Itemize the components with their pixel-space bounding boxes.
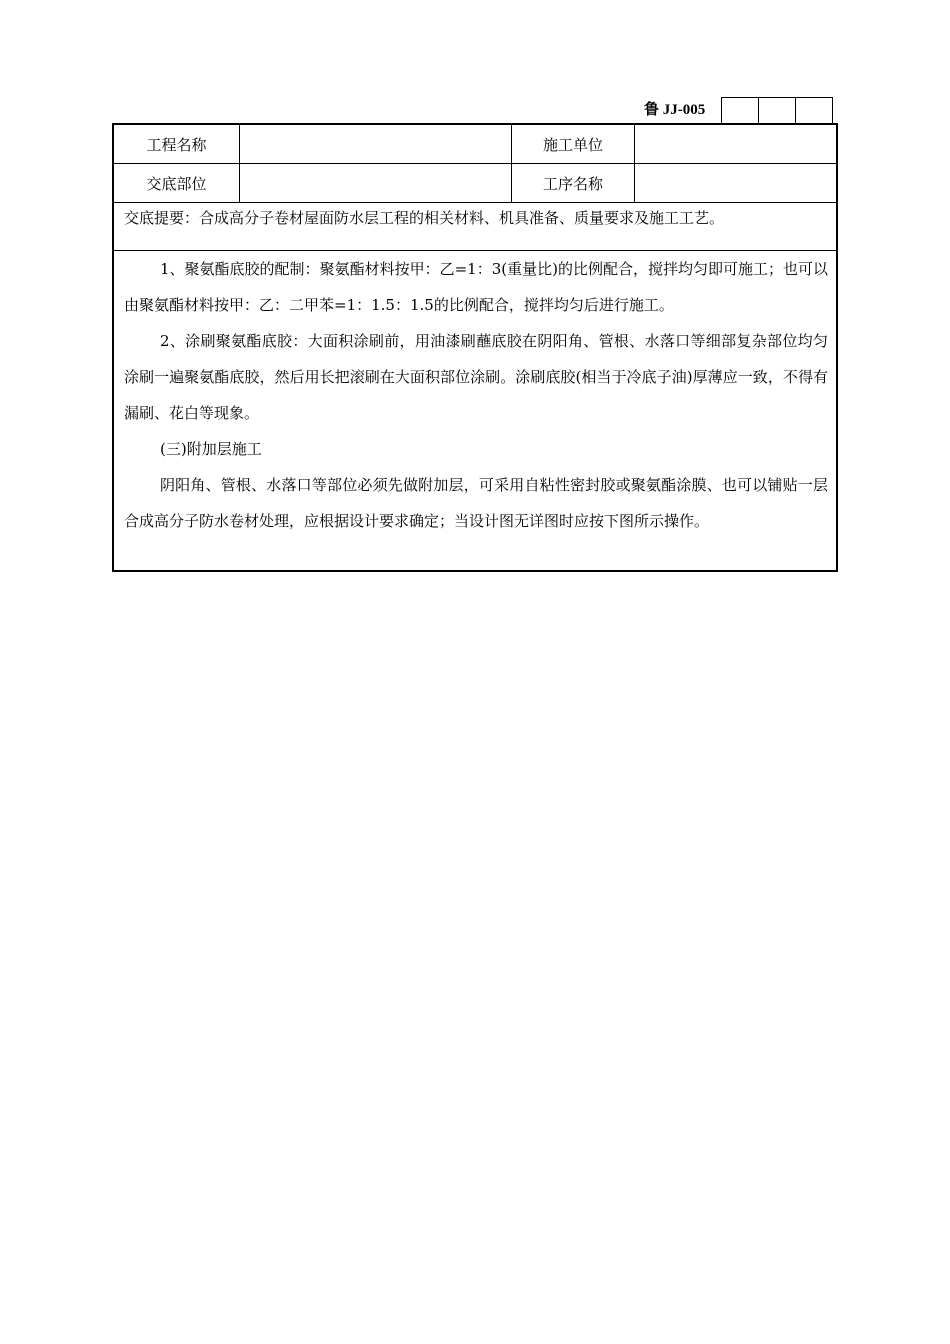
section-heading-additional-layer: (三)附加层施工 xyxy=(160,440,262,458)
project-name-field[interactable] xyxy=(240,125,512,163)
header-row-2 xyxy=(114,164,836,203)
form-code: 鲁 JJ-005 xyxy=(644,102,706,118)
handover-form xyxy=(112,123,838,572)
process-name-field[interactable] xyxy=(635,164,836,202)
paragraph-primer-application: 2、涂刷聚氨酯底胶：大面积涂刷前，用油漆刷蘸底胶在阴阳角、管根、水落口等细部复杂部位均匀涂刷一遍聚氨酯底胶，然后用长把滚刷在大面积部位涂刷。涂刷底胶(相当于冷底子油)厚薄应一致，不得有漏刷、花白等现象。 xyxy=(124,332,828,422)
handover-content xyxy=(124,251,828,539)
code-box-2 xyxy=(758,97,796,124)
process-name-label: 工序名称 xyxy=(512,164,635,202)
handover-part-label: 交底部位 xyxy=(114,164,240,202)
code-box-1 xyxy=(721,97,759,124)
construction-unit-label: 施工单位 xyxy=(512,125,635,163)
handover-part-field[interactable] xyxy=(240,164,512,202)
project-name-label: 工程名称 xyxy=(114,125,240,163)
construction-unit-field[interactable] xyxy=(635,125,836,163)
paragraph-additional-layer: 阴阳角、管根、水落口等部位必须先做附加层，可采用自粘性密封胶或聚氨酯涂膜、也可以铺贴一层合成高分子防水卷材处理，应根据设计要求确定；当设计图无详图时应按下图所示操作。 xyxy=(124,476,828,530)
form-code-row xyxy=(638,97,833,124)
paragraph-primer-preparation: 1、聚氨酯底胶的配制：聚氨酯材料按甲：乙=1：3(重量比)的比例配合，搅拌均匀即可施工；也可以由聚氨酯材料按甲：乙：二甲苯=1：1.5：1.5的比例配合，搅拌均匀后进行施工。 xyxy=(124,260,828,314)
header-row-1 xyxy=(114,125,836,164)
code-box-3 xyxy=(795,97,833,124)
handover-summary: 交底提要：合成高分子卷材屋面防水层工程的相关材料、机具准备、质量要求及施工工艺。 xyxy=(114,203,836,251)
